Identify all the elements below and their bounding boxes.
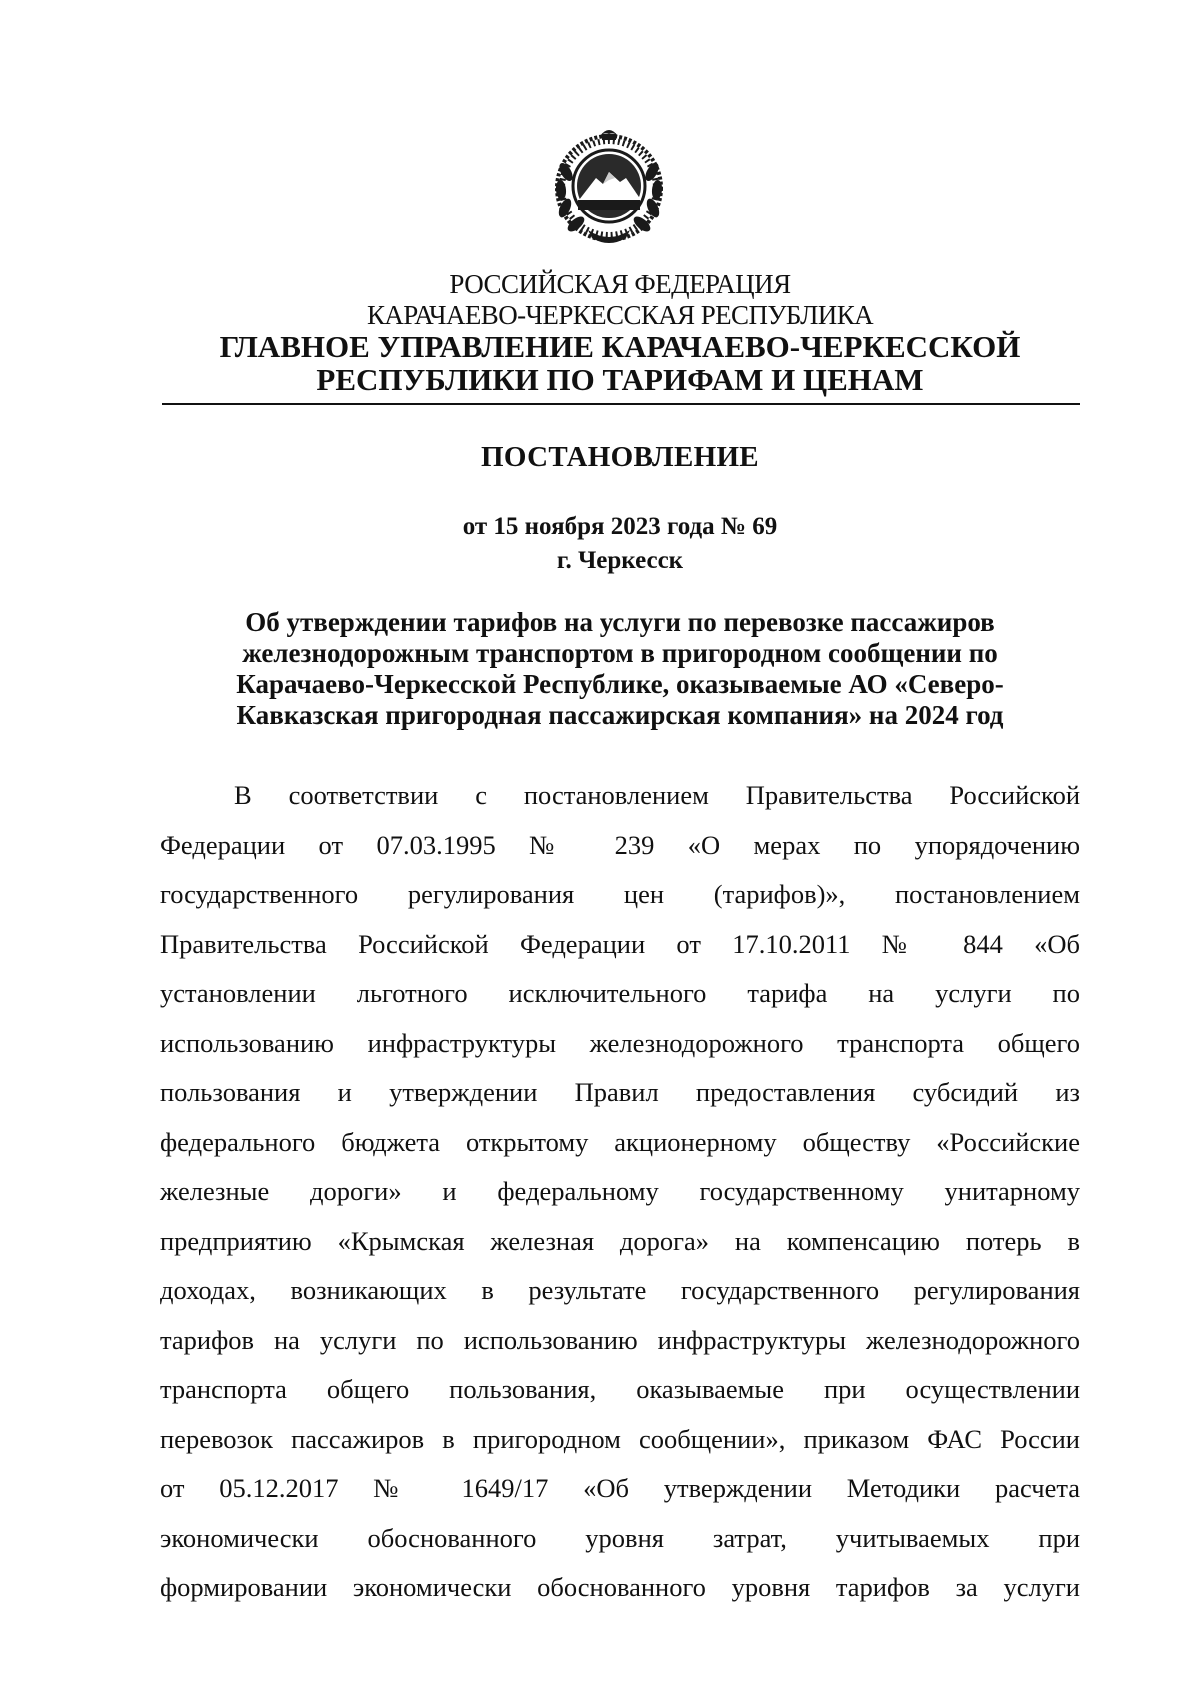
- header-republic: КАРАЧАЕВО-ЧЕРКЕССКАЯ РЕСПУБЛИКА: [366, 300, 874, 330]
- title-line: Карачаево-Черкесской Республике, оказываемые АО «Северо-: [236, 669, 1004, 699]
- document-date-number: от 15 ноября 2023 года № 69: [462, 513, 778, 540]
- body-line: Федерации от 07.03.1995 № 239 «О мерах по упорядочению: [160, 829, 1080, 860]
- header-country: РОССИЙСКАЯ ФЕДЕРАЦИЯ: [449, 269, 791, 299]
- body-line: предприятию «Крымская железная дорога» на компенсацию потерь в: [160, 1225, 1080, 1256]
- coat-of-arms-icon: [548, 122, 670, 250]
- header-agency-line-1: ГЛАВНОЕ УПРАВЛЕНИЕ КАРАЧАЕВО-ЧЕРКЕССКОЙ: [219, 329, 1021, 364]
- body-line: от 05.12.2017 № 1649/17 «Об утверждении Методики расчета: [160, 1473, 1080, 1503]
- body-line: В соответствии с постановлением Правительства Российской: [234, 780, 1080, 810]
- header-agency-line-2: РЕСПУБЛИКИ ПО ТАРИФАМ И ЦЕНАМ: [316, 362, 924, 397]
- header-divider: [162, 403, 1080, 405]
- title-line: Кавказская пригородная пассажирская компания» на 2024 год: [236, 700, 1004, 730]
- body-line: использованию инфраструктуры железнодорожного транспорта общего: [160, 1027, 1080, 1058]
- body-line: государственного регулирования цен (тарифов)», постановлением: [160, 879, 1080, 909]
- body-line: формировании экономически обоснованного уровня тарифов за услуги: [160, 1572, 1080, 1602]
- title-line: Об утверждении тарифов на услуги по перевозке пассажиров: [245, 607, 995, 637]
- body-line: экономически обоснованного уровня затрат, учитываемых при: [160, 1522, 1080, 1553]
- body-line: федерального бюджета открытому акционерному обществу «Российские: [160, 1126, 1080, 1157]
- document-type: ПОСТАНОВЛЕНИЕ: [481, 441, 759, 473]
- document-body: [160, 771, 1080, 1613]
- body-line: доходах, возникающих в результате государственного регулирования: [160, 1275, 1080, 1305]
- body-line: железные дороги» и федеральному государственному унитарному: [160, 1176, 1080, 1206]
- body-line: тарифов на услуги по использованию инфраструктуры железнодорожного: [160, 1324, 1080, 1355]
- body-line: пользования и утверждении Правил предоставления субсидий из: [160, 1077, 1080, 1107]
- body-line: перевозок пассажиров в пригородном сообщении», приказом ФАС России: [160, 1423, 1080, 1454]
- title-line: железнодорожным транспортом в пригородном сообщении по: [242, 638, 998, 668]
- body-line: установлении льготного исключительного тарифа на услуги по: [160, 978, 1080, 1008]
- document-title: [200, 607, 1040, 731]
- body-line: Правительства Российской Федерации от 17.10.2011 № 844 «Об: [160, 928, 1080, 959]
- document-city: г. Черкесск: [556, 547, 684, 574]
- body-line: транспорта общего пользования, оказываемые при осуществлении: [160, 1374, 1080, 1404]
